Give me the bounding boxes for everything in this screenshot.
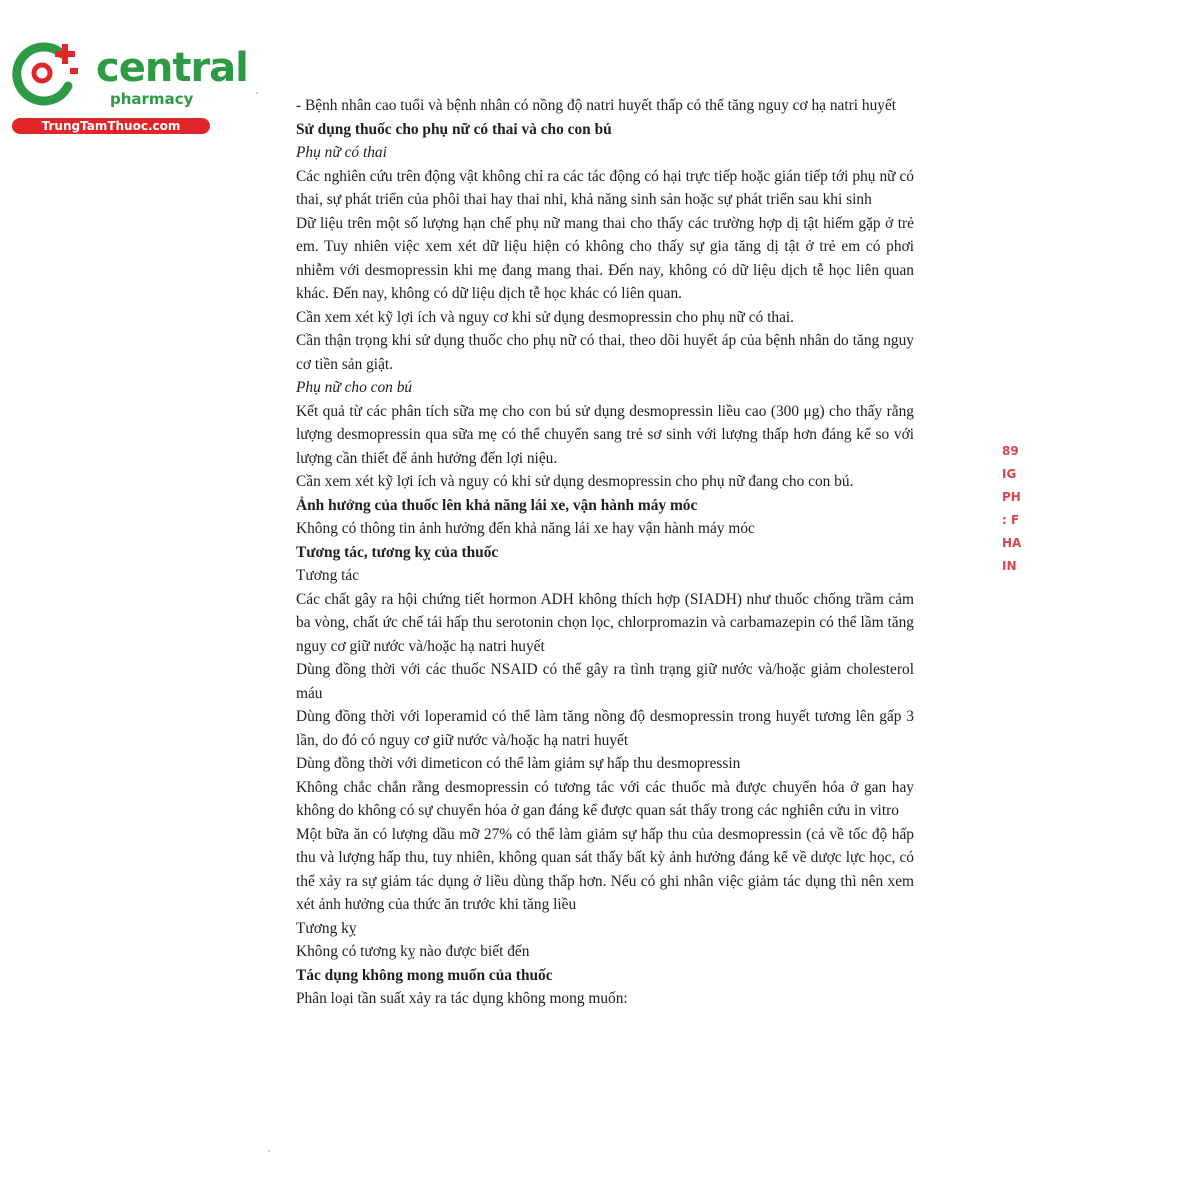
body-paragraph: Cần xem xét kỹ lợi ích và nguy cơ khi sử dụng desmopressin cho phụ nữ có thai. xyxy=(296,308,795,326)
red-stamp-fragment xyxy=(1002,440,1020,578)
scan-speck xyxy=(256,92,258,94)
body-paragraph: Các nghiên cứu trên động vật không chỉ ra các tác động có hại trực tiếp hoặc gián tiếp tới phụ nữ có thai, sự phát triển của phôi thai hay thai nhi, khả năng sinh sản hoặc sự phát triển sau khi sinh xyxy=(296,167,914,208)
body-paragraph: Dùng đồng thời với loperamid có thể làm tăng nồng độ desmopressin trong huyết tương lên gấp 3 lần, do đó có nguy cơ giữ nước và/hoặc hạ natri huyết xyxy=(296,708,914,749)
subsection-heading: Phụ nữ có thai xyxy=(296,144,387,161)
section-heading: Tương tác, tương kỵ của thuốc xyxy=(296,543,499,561)
stamp-text-fragment: IN xyxy=(1002,559,1017,573)
stamp-text-fragment: PH xyxy=(1002,490,1021,504)
body-paragraph: Phân loại tần suất xảy ra tác dụng không mong muốn: xyxy=(296,990,628,1007)
body-paragraph: Không có thông tin ảnh hưởng đến khả năng lái xe hay vận hành máy móc xyxy=(296,520,755,537)
body-paragraph: Không có tương kỵ nào được biết đến xyxy=(296,943,530,960)
body-paragraph: Không chắc chắn rằng desmopressin có tương tác với các thuốc mà được chuyển hóa ở gan hay không do không có sự chuyển hóa ở gan đáng kể được quan sát thấy trong các nghiên cứu in vitro xyxy=(296,778,914,819)
section-heading: Sử dụng thuốc cho phụ nữ có thai và cho con bú xyxy=(296,120,612,138)
central-pharmacy-logo xyxy=(10,38,248,138)
logo-brand-subtitle: pharmacy xyxy=(110,90,194,108)
body-paragraph: Các chất gây ra hội chứng tiết hormon ADH không thích hợp (SIADH) như thuốc chống trầm cảm ba vòng, chất ức chế tái hấp thu serotonin chọn lọc, chlorpromazin và carbamazepin có thể lầm tăng nguy cơ giữ nước và/hoặc hạ natri huyết xyxy=(296,590,914,655)
document-body xyxy=(296,94,914,1011)
central-pharmacy-logo-icon xyxy=(10,38,90,108)
stamp-text-fragment: HA xyxy=(1002,536,1022,550)
body-paragraph: Tương tác xyxy=(296,567,360,584)
subsection-heading: Phụ nữ cho con bú xyxy=(296,379,413,396)
body-paragraph: - Bệnh nhân cao tuổi và bệnh nhân có nồng độ natri huyết thấp có thể tăng nguy cơ hạ natri huyết xyxy=(296,97,897,114)
stamp-text-fragment: : F xyxy=(1002,513,1020,527)
stamp-text-fragment: 89 xyxy=(1002,444,1019,458)
logo-website-badge: TrungTamThuoc.com xyxy=(12,118,210,134)
stamp-text-fragment: IG xyxy=(1002,467,1017,481)
body-paragraph: Dữ liệu trên một số lượng hạn chế phụ nữ mang thai cho thấy các trường hợp dị tật hiếm gặp ở trẻ em. Tuy nhiên việc xem xét dữ liệu hiện có không cho thấy sự gia tăng dị tật ở trẻ em có phơi nhiễm với desmopressin khi mẹ đang mang thai. Đến nay, không có dữ liệu dịch tễ học liên quan khác. Đến nay, không có dữ liệu dịch tễ học khác có liên quan. xyxy=(296,214,914,302)
section-heading: Tác dụng không mong muốn của thuốc xyxy=(296,966,553,984)
section-heading: Ảnh hưởng của thuốc lên khả năng lái xe, vận hành máy móc xyxy=(296,496,698,514)
logo-brand-name: central xyxy=(96,45,248,91)
body-paragraph: Dùng đồng thời với các thuốc NSAID có thể gây ra tình trạng giữ nước và/hoặc giảm cholesterol máu xyxy=(296,661,914,702)
body-paragraph: Một bữa ăn có lượng dầu mỡ 27% có thể làm giảm sự hấp thu của desmopressin (cả về tốc độ hấp thu và lượng hấp thu, tuy nhiên, không quan sát thấy bất kỳ ảnh hưởng đáng kể về dược lực học, có thể xảy ra sự giảm tác dụng ở liều dùng thấp hơn. Nếu có ghi nhân việc giảm tác dụng thì nên xem xét ảnh hưởng của thức ăn trước khi tăng liều xyxy=(296,825,914,913)
body-paragraph: Tương kỵ xyxy=(296,919,357,937)
scan-speck xyxy=(268,1150,270,1152)
body-paragraph: Dùng đồng thời với dimeticon có thể làm giảm sự hấp thu desmopressin xyxy=(296,755,741,772)
body-paragraph: Kết quả từ các phân tích sữa mẹ cho con bú sử dụng desmopressin liều cao (300 μg) cho thấy rằng lượng desmopressin qua sữa mẹ có thể chuyển sang trẻ sơ sinh với lượng thấp hơn đáng kể so với lượng cần thiết để ảnh hưởng đến lợi niệu. xyxy=(296,402,914,467)
body-paragraph: Cần xem xét kỹ lợi ích và nguy có khi sử dụng desmopressin cho phụ nữ đang cho con bú. xyxy=(296,473,854,490)
body-paragraph: Cần thận trọng khi sử dụng thuốc cho phụ nữ có thai, theo dõi huyết áp của bệnh nhân do tăng nguy cơ tiền sản giật. xyxy=(296,332,914,373)
